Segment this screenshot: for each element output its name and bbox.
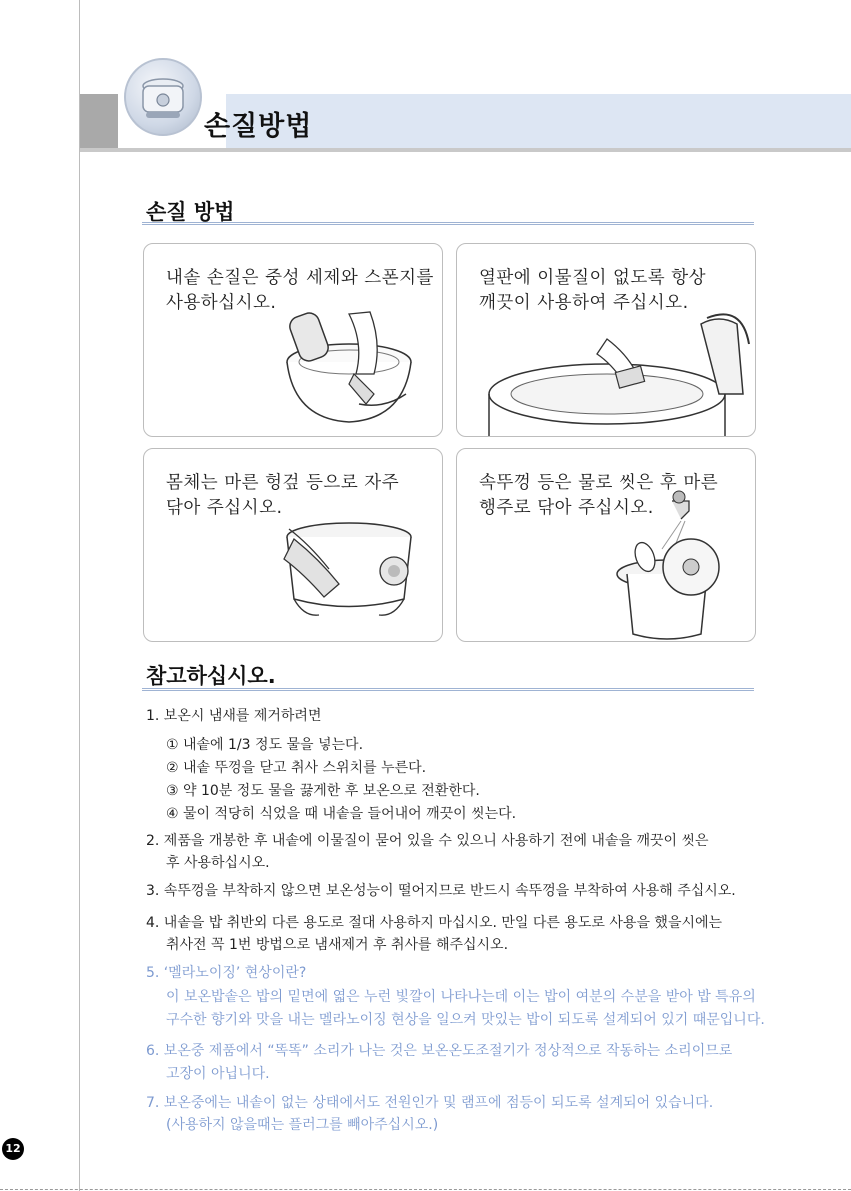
note-7-continued: (사용하지 않을때는 플러그를 빼아주십시오.) — [166, 1117, 439, 1133]
section-heading-notes: 참고하십시오. — [146, 664, 276, 688]
left-margin-line — [79, 0, 80, 1191]
note-3: 3. 속뚜껑을 부착하지 않으면 보온성능이 떨어지므로 반드시 속뚜껑을 부착하여 사용해 주십시오. — [146, 883, 736, 899]
panel-text: 몸체는 마른 헝겊 등으로 자주 닦아 주십시오. — [166, 473, 400, 518]
section-rule — [142, 688, 754, 691]
bottom-dashed-line — [0, 1189, 851, 1190]
note-5: 5. ‘멜라노이징’ 현상이란? — [146, 965, 307, 981]
section-heading-care: 손질 방법 — [146, 200, 235, 224]
note-1: 1. 보온시 냄새를 제거하려면 — [146, 708, 322, 724]
panel-text: 열판에 이물질이 없도록 항상 깨끗이 사용하여 주십시오. — [479, 268, 707, 313]
header-underline — [80, 148, 851, 152]
panel-text: 속뚜껑 등은 물로 씻은 후 마른 행주로 닦아 주십시오. — [479, 473, 719, 518]
page-number: 12 — [2, 1138, 24, 1160]
note-1-step: ② 내솥 뚜껑을 닫고 취사 스위치를 누른다. — [166, 760, 427, 776]
care-panel-inner-lid — [456, 448, 756, 642]
note-5-continued: 이 보온밥솥은 밥의 밑면에 엷은 누런 빛깔이 나타나는데 이는 밥이 여분의 수분을 받아 밥 특유의 — [166, 989, 756, 1005]
rice-cooker-icon — [124, 58, 202, 136]
note-5-continued: 구수한 향기와 맛을 내는 멜라노이징 현상을 일으켜 맛있는 밥이 되도록 설계되어 있기 때문입니다. — [166, 1012, 765, 1028]
note-1-step: ③ 약 10분 정도 물을 끓게한 후 보온으로 전환한다. — [166, 783, 480, 799]
note-6-continued: 고장이 아닙니다. — [166, 1066, 270, 1082]
care-panel-heating-plate — [456, 243, 756, 437]
note-4: 4. 내솥을 밥 취반외 다른 용도로 절대 사용하지 마십시오. 만일 다른 용도로 사용을 했을시에는 — [146, 915, 723, 931]
care-panel-inner-pot — [143, 243, 443, 437]
header-gray-block — [80, 94, 118, 148]
note-1-step: ④ 물이 적당히 식었을 때 내솥을 들어내어 깨끗이 씻는다. — [166, 806, 517, 822]
note-4-continued: 취사전 꼭 1번 방법으로 냄새제거 후 취사를 해주십시오. — [166, 937, 509, 953]
note-1-step: ① 내솥에 1/3 정도 물을 넣는다. — [166, 737, 364, 753]
note-6: 6. 보온중 제품에서 “똑똑” 소리가 나는 것은 보온온도조절기가 정상적으로 작동하는 소리이므로 — [146, 1043, 733, 1059]
page-title: 손질방법 — [204, 111, 313, 142]
panel-text: 내솥 손질은 중성 세제와 스폰지를 사용하십시오. — [166, 268, 434, 313]
note-7: 7. 보온중에는 내솥이 없는 상태에서도 전원인가 및 램프에 점등이 되도록 설계되어 있습니다. — [146, 1095, 714, 1111]
note-2-continued: 후 사용하십시오. — [166, 855, 270, 871]
care-panel-body — [143, 448, 443, 642]
section-rule — [142, 222, 754, 225]
note-2: 2. 제품을 개봉한 후 내솥에 이물질이 묻어 있을 수 있으니 사용하기 전에 내솥을 깨끗이 씻은 — [146, 833, 709, 849]
